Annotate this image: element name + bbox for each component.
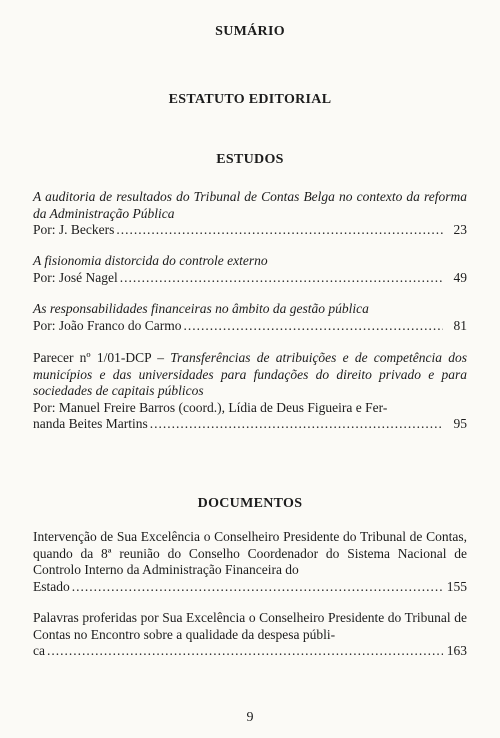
entry-title: As responsabilidades financeiras no âmbito da gestão pública — [33, 301, 369, 316]
dot-leader — [116, 222, 443, 239]
entry-page-number: 163 — [446, 643, 467, 658]
entry-title-end: Estado — [33, 578, 70, 594]
entry-author: nanda Beites Martins — [33, 416, 148, 431]
toc-entry[interactable] — [33, 253, 467, 286]
entry-author-first-line: Por: Manuel Freire Barros (coord.), Lídia de Deus Figueira e Fer- — [33, 399, 388, 415]
entry-page-number: 81 — [453, 317, 467, 333]
entry-title: Intervenção de Sua Excelência o Conselheiro Presidente do Tribunal de Contas, quando da 8ª reunião do Conselho Coordenador do Sistema Nacional de Controlo Interno da Administração Financeira do — [33, 529, 467, 577]
entry-title: Parecer nº 1/01-DCP – Transferências de atribuições e de competência dos municípios e das universidades para fundações do direito privado e para sociedades de capitais públicos — [33, 350, 467, 398]
page-number: 9 — [246, 710, 254, 725]
entry-title: Palavras proferidas por Sua Excelência o Conselheiro Presidente do Tribunal de Contas no Encontro sobre a qualidade da despesa públi- — [33, 610, 467, 642]
toc-entry[interactable] — [33, 529, 467, 595]
toc-entry[interactable] — [33, 301, 467, 334]
entry-page-number: 49 — [453, 269, 467, 285]
toc-entry[interactable] — [33, 350, 467, 433]
toc-entry[interactable] — [33, 189, 467, 239]
entry-title: A fisionomia distorcida do controle externo — [33, 253, 268, 268]
entry-author-line — [33, 222, 467, 239]
entry-author: Por: J. Beckers — [33, 222, 115, 237]
entry-author: Por: José Nagel — [33, 269, 118, 285]
entry-last-line — [33, 643, 467, 660]
heading-documentos: DOCUMENTOS — [197, 496, 303, 511]
entry-page-number: 23 — [453, 222, 467, 237]
entry-page-number: 155 — [446, 578, 467, 594]
dot-leader — [183, 318, 443, 335]
heading-estatuto-editorial: ESTATUTO EDITORIAL — [168, 92, 332, 107]
entry-title-end: ca — [33, 643, 45, 658]
entry-author-line — [33, 416, 467, 433]
entry-author: Por: João Franco do Carmo — [33, 317, 182, 333]
toc-entry[interactable] — [33, 610, 467, 660]
dot-leader — [150, 416, 443, 433]
dot-leader — [72, 579, 443, 596]
dot-leader — [120, 270, 443, 287]
dot-leader — [47, 643, 443, 660]
entry-page-number: 95 — [453, 416, 467, 431]
heading-estudos: ESTUDOS — [216, 152, 284, 167]
entry-author-line — [33, 270, 467, 287]
heading-sumario: SUMÁRIO — [215, 24, 285, 39]
entry-title: A auditoria de resultados do Tribunal de Contas Belga no contexto da reforma da Administração Pública — [33, 189, 467, 221]
entry-author-line — [33, 318, 467, 335]
entry-last-line — [33, 579, 467, 596]
